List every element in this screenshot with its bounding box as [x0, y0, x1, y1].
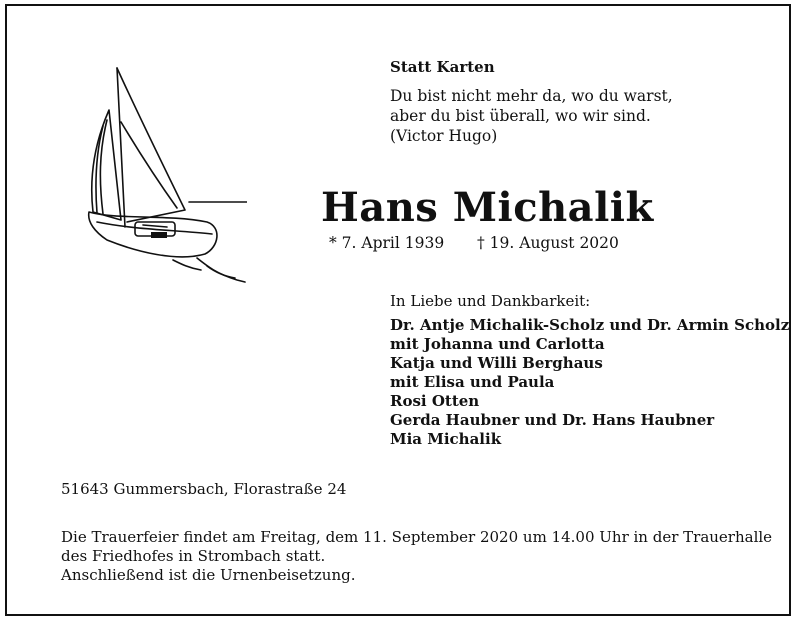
mourner-line: mit Johanna und Carlotta [390, 335, 605, 353]
notice-frame [5, 4, 791, 616]
mourners-list [390, 316, 789, 449]
ceremony-info [61, 528, 772, 585]
deceased-name: Hans Michalik [321, 184, 654, 231]
mourner-line: Katja und Willi Berghaus [390, 354, 603, 372]
mourner-line: Gerda Haubner und Dr. Hans Haubner [390, 411, 715, 429]
quote-line: Du bist nicht mehr da, wo du warst, [390, 87, 673, 105]
ceremony-line: Anschließend ist die Urnenbeisetzung. [61, 566, 356, 584]
ceremony-line: des Friedhofes in Strombach statt. [61, 547, 326, 565]
birth-date: * 7. April 1939 [329, 234, 445, 252]
death-date: † 19. August 2020 [477, 234, 619, 252]
mourner-line: Mia Michalik [390, 430, 502, 448]
mourners-intro: In Liebe und Dankbarkeit: [390, 292, 591, 310]
quote-line: aber du bist überall, wo wir sind. [390, 107, 651, 125]
ceremony-line: Die Trauerfeier findet am Freitag, dem 11. September 2020 um 14.00 Uhr in der Trauerhalle [61, 528, 773, 546]
heading-statt-karten: Statt Karten [390, 58, 495, 76]
quote [390, 86, 673, 146]
mourner-line: mit Elisa und Paula [390, 373, 555, 391]
quote-author: (Victor Hugo) [390, 127, 498, 145]
mourner-line: Rosi Otten [390, 392, 480, 410]
address: 51643 Gummersbach, Florastraße 24 [61, 480, 347, 498]
sailboat-icon [77, 62, 247, 288]
mourner-line: Dr. Antje Michalik-Scholz und Dr. Armin Scholz [390, 316, 790, 334]
